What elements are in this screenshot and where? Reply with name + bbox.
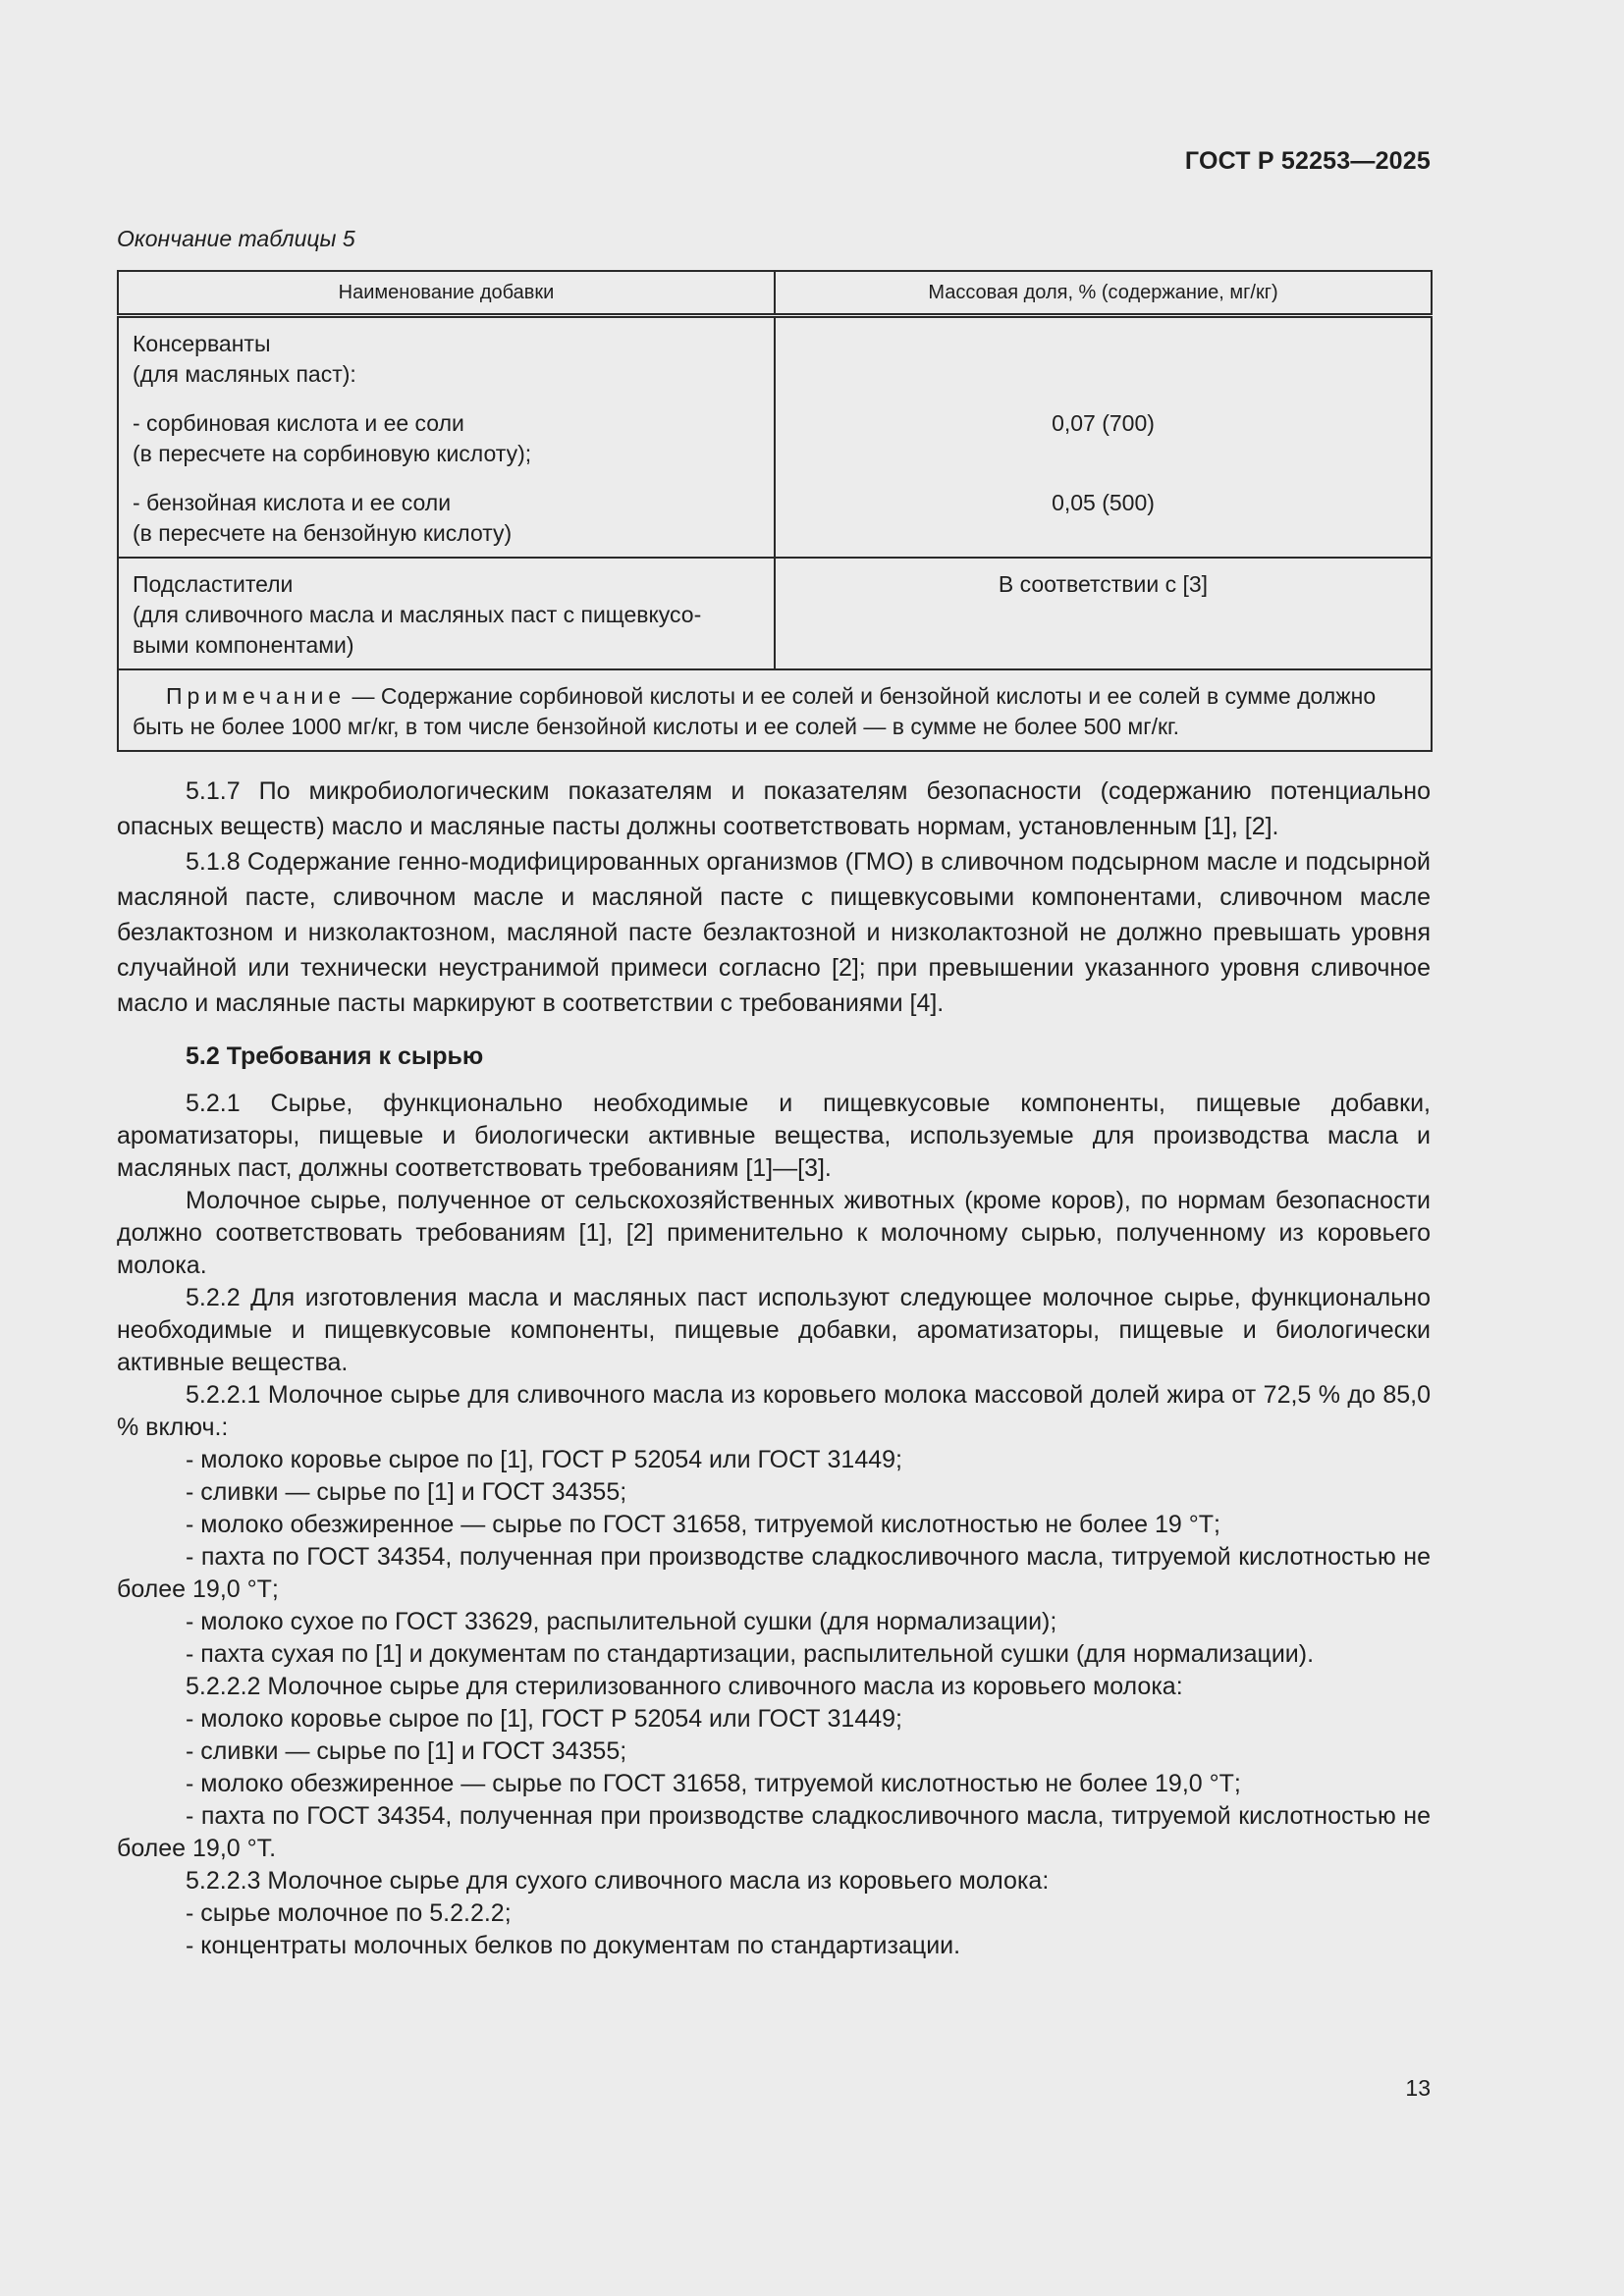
list-item: - концентраты молочных белков по документам по стандартизации. xyxy=(186,1932,961,1959)
note-label: Примечание xyxy=(166,683,347,709)
note-text: — Содержание сорбиновой кислоты и ее солей и бензойной кислоты и ее солей в сумме должно быть не более 1000 мг/кг, в том числе бензойной кислоты и ее солей — в сумме не более 500 мг/кг. xyxy=(133,683,1377,739)
paragraph-5-2-1: 5.2.1 Сырье, функционально необходимые и пищевкусовые компоненты, пищевые добавки, ароматизаторы, пищевые и биологически активные вещества, используемые для производства масла и масляных паст, должны соответствовать требованиям [1]—[3]. xyxy=(117,1090,1431,1182)
list-item: - пахта по ГОСТ 34354, полученная при производстве сладкосливочного масла, титруемой кислотностью не более 19,0 °Т; xyxy=(117,1543,1431,1603)
list-item: - пахта по ГОСТ 34354, полученная при производстве сладкосливочного масла, титруемой кислотностью не более 19,0 °Т. xyxy=(117,1802,1431,1862)
list-item: - сырье молочное по 5.2.2.2; xyxy=(186,1899,512,1927)
preservatives-title: Консерванты xyxy=(133,331,271,356)
section-5-2-content xyxy=(117,1088,1431,1962)
list-item: - пахта сухая по [1] и документам по стандартизации, распылительной сушки (для нормализации). xyxy=(186,1640,1315,1668)
paragraph-5-2-1-b: Молочное сырье, полученное от сельскохозяйственных животных (кроме коров), по нормам безопасности должно соответствовать требованиям [1], [2] применительно к молочному сырью, полученному из коровьего молока. xyxy=(117,1187,1431,1279)
column-header-mass-fraction: Массовая доля, % (содержание, мг/кг) xyxy=(775,271,1432,316)
cell-sweeteners-value xyxy=(775,558,1432,669)
document-code: ГОСТ Р 52253—2025 xyxy=(1184,147,1431,175)
benzoic-acid-line1: - бензойная кислота и ее соли xyxy=(133,490,452,515)
paragraph-5-2-2-2: 5.2.2.2 Молочное сырье для стерилизованного сливочного масла из коровьего молока: xyxy=(186,1673,1183,1700)
table-caption: Окончание таблицы 5 xyxy=(117,226,355,251)
body-text xyxy=(117,774,1431,1962)
table-header-row xyxy=(118,271,1432,316)
list-item: - сливки — сырье по [1] и ГОСТ 34355; xyxy=(186,1478,627,1506)
table-row-preservatives xyxy=(118,316,1432,559)
cell-sweeteners-name xyxy=(118,558,775,669)
paragraph-5-2-2-1: 5.2.2.1 Молочное сырье для сливочного масла из коровьего молока массовой долей жира от 72,5 % до 85,0 % включ.: xyxy=(117,1381,1431,1441)
sweeteners-line1: Подсластители xyxy=(133,571,294,597)
benzoic-acid-value: 0,05 (500) xyxy=(1052,490,1155,515)
table-row-sweeteners xyxy=(118,558,1432,669)
list-item: - молоко коровье сырое по [1], ГОСТ Р 52054 или ГОСТ 31449; xyxy=(186,1705,902,1733)
list-item: - молоко обезжиренное — сырье по ГОСТ 31658, титруемой кислотностью не более 19,0 °Т; xyxy=(186,1770,1241,1797)
table-row-note xyxy=(118,669,1432,751)
sweeteners-line2: (для сливочного масла и масляных паст с пищевкусо- xyxy=(133,602,702,627)
additives-table xyxy=(117,270,1433,752)
sweeteners-value: В соответствии с [3] xyxy=(998,571,1209,597)
section-heading-5-2: 5.2 Требования к сырью xyxy=(186,1042,484,1070)
list-item: - сливки — сырье по [1] и ГОСТ 34355; xyxy=(186,1737,627,1765)
list-item: - молоко сухое по ГОСТ 33629, распылительной сушки (для нормализации); xyxy=(186,1608,1057,1635)
table-note xyxy=(118,669,1432,751)
list-item: - молоко коровье сырое по [1], ГОСТ Р 52054 или ГОСТ 31449; xyxy=(186,1446,902,1473)
paragraph-5-1-8: 5.1.8 Содержание генно-модифицированных организмов (ГМО) в сливочном подсырном масле и подсырной масляной пасте, сливочном масле и масляной пасте с пищевкусовыми компонентами, сливочном масле безлактозном и низколактозном, масляной пасте безлактозной и низколактозной не должно превышать уровня случайной или технически неустранимой примеси согласно [2]; при превышении указанного уровня сливочное масло и масляные пасты маркируют в соответствии с требованиями [4]. xyxy=(117,848,1431,1017)
paragraph-5-1-7: 5.1.7 По микробиологическим показателям и показателям безопасности (содержанию потенциально опасных веществ) масло и масляные пасты должны соответствовать нормам, установленным [1], [2]. xyxy=(117,777,1431,840)
sweeteners-line3: выми компонентами) xyxy=(133,632,354,658)
paragraph-5-2-2: 5.2.2 Для изготовления масла и масляных паст используют следующее молочное сырье, функционально необходимые и пищевкусовые компоненты, пищевые добавки, ароматизаторы, пищевые и биологически активные вещества. xyxy=(117,1284,1431,1376)
preservatives-subtitle: (для масляных паст): xyxy=(133,361,356,387)
column-header-additive-name: Наименование добавки xyxy=(118,271,775,316)
list-item: - молоко обезжиренное — сырье по ГОСТ 31658, титруемой кислотностью не более 19 °Т; xyxy=(186,1511,1220,1538)
cell-preservatives-name xyxy=(118,316,775,559)
sorbic-acid-line1: - сорбиновая кислота и ее соли xyxy=(133,410,464,436)
benzoic-acid-line2: (в пересчете на бензойную кислоту) xyxy=(133,520,513,546)
paragraph-5-2-2-3: 5.2.2.3 Молочное сырье для сухого сливочного масла из коровьего молока: xyxy=(186,1867,1050,1895)
cell-preservatives-values xyxy=(775,316,1432,559)
page-number: 13 xyxy=(1405,2075,1431,2101)
sorbic-acid-value: 0,07 (700) xyxy=(1052,410,1155,436)
sorbic-acid-line2: (в пересчете на сорбиновую кислоту); xyxy=(133,441,532,466)
